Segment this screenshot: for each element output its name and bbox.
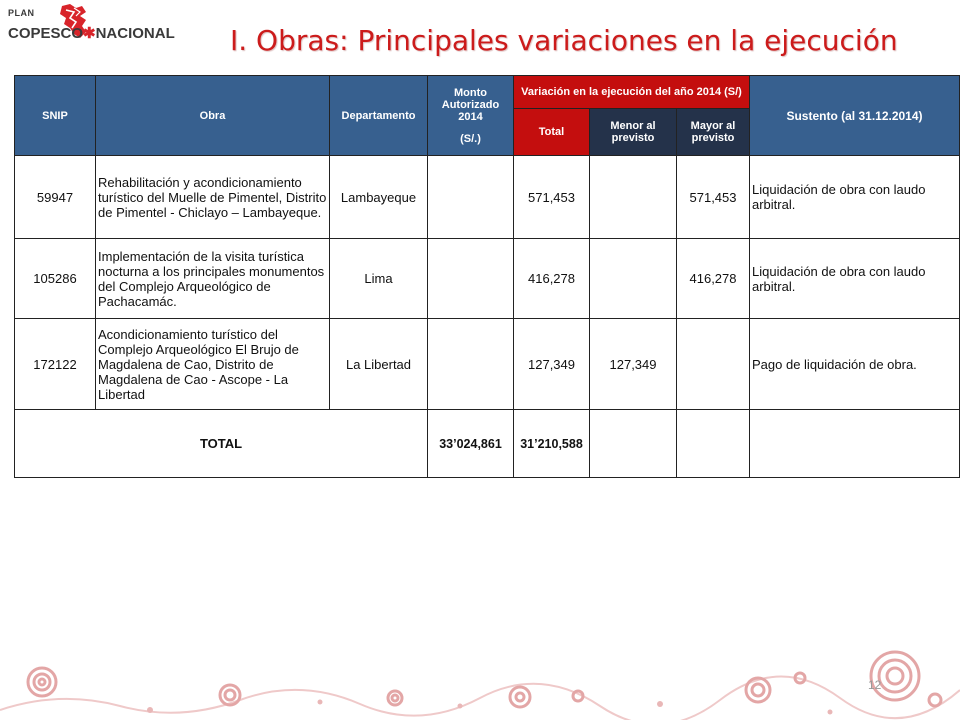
cell-total: 416,278	[514, 239, 590, 319]
logo-name-text: COPESCO✱NACIONAL	[8, 25, 175, 42]
cell-departamento: La Libertad	[330, 319, 428, 410]
header-variacion: Variación en la ejecución del año 2014 (S/)	[514, 76, 750, 109]
cell-monto	[428, 239, 514, 319]
cell-total: 127,349	[514, 319, 590, 410]
cell-menor	[590, 156, 677, 239]
cell-monto	[428, 319, 514, 410]
copesco-logo	[6, 2, 175, 66]
header-menor: Menor al previsto	[590, 109, 677, 156]
cell-mayor: 571,453	[677, 156, 750, 239]
cell-obra: Rehabilitación y acondicionamiento turístico del Muelle de Pimentel, Distrito de Pimentel - Chiclayo – Lambayeque.	[96, 156, 330, 239]
logo-copesco: COPESCO	[8, 25, 84, 42]
table-row	[15, 319, 960, 410]
page-number: 12	[868, 678, 882, 692]
header-sustento: Sustento (al 31.12.2014)	[750, 76, 960, 156]
cell-departamento: Lambayeque	[330, 156, 428, 239]
total-label: TOTAL	[15, 410, 428, 478]
cell-mayor	[677, 319, 750, 410]
cell-departamento: Lima	[330, 239, 428, 319]
header-total: Total	[514, 109, 590, 156]
cell-menor	[590, 239, 677, 319]
total-monto: 33’024,861	[428, 410, 514, 478]
cell-obra: Acondicionamiento turístico del Complejo Arqueológico El Brujo de Magdalena de Cao, Distrito de Magdalena de Cao - Ascope - La Libertad	[96, 319, 330, 410]
logo-nacional: NACIONAL	[95, 25, 175, 42]
header-monto-line1: Monto Autorizado 2014	[441, 86, 500, 123]
cell-monto	[428, 156, 514, 239]
cell-obra: Implementación de la visita turística nocturna a los principales monumentos del Complejo Arqueológico de Pachacamác.	[96, 239, 330, 319]
header-snip: SNIP	[15, 76, 96, 156]
cell-sustento: Pago de liquidación de obra.	[750, 319, 960, 410]
cell-menor: 127,349	[590, 319, 677, 410]
total-row	[15, 410, 960, 478]
decorative-swirls	[0, 640, 960, 720]
cell-snip: 59947	[15, 156, 96, 239]
logo-plan-text: PLAN	[8, 8, 35, 18]
table-row	[15, 239, 960, 319]
obras-table	[14, 75, 960, 478]
total-menor	[590, 410, 677, 478]
cell-total: 571,453	[514, 156, 590, 239]
cell-sustento: Liquidación de obra con laudo arbitral.	[750, 239, 960, 319]
table-row	[15, 156, 960, 239]
total-total: 31’210,588	[514, 410, 590, 478]
total-mayor	[677, 410, 750, 478]
cell-sustento: Liquidación de obra con laudo arbitral.	[750, 156, 960, 239]
page-title: I. Obras: Principales variaciones en la ejecución	[230, 24, 898, 57]
header-monto	[428, 76, 514, 156]
header-mayor: Mayor al previsto	[677, 109, 750, 156]
header-monto-line2: (S/.)	[460, 132, 481, 145]
cell-mayor: 416,278	[677, 239, 750, 319]
header-obra: Obra	[96, 76, 330, 156]
total-sustento	[750, 410, 960, 478]
header-departamento: Departamento	[330, 76, 428, 156]
cell-snip: 105286	[15, 239, 96, 319]
cell-snip: 172122	[15, 319, 96, 410]
